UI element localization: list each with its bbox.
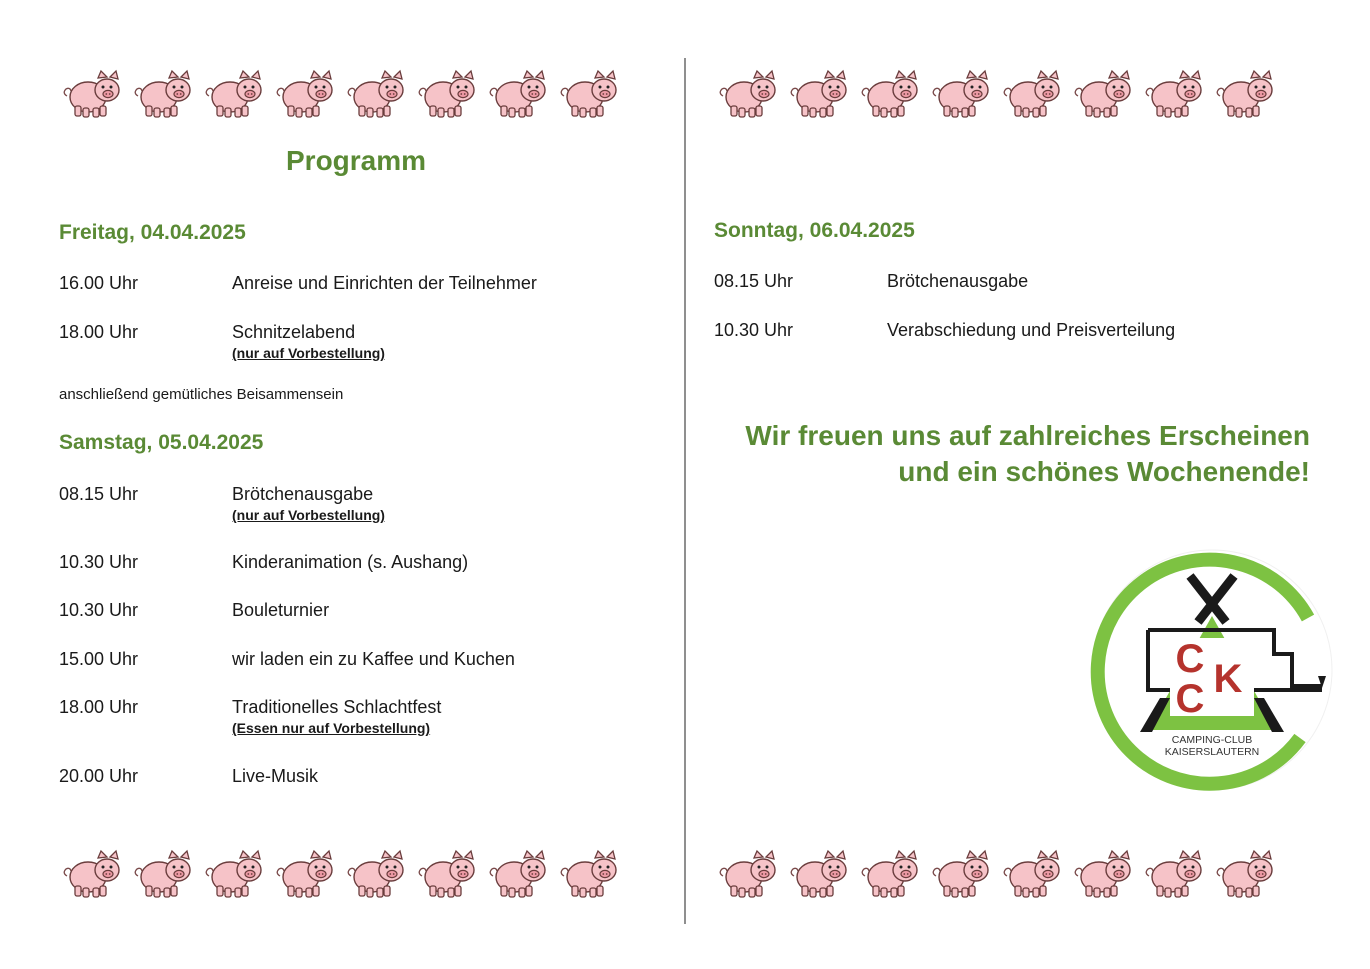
logo-text-line1: CAMPING-CLUB xyxy=(1171,734,1253,746)
entry-description: Verabschiedung und Preisverteilung xyxy=(887,320,1176,340)
pig-icon xyxy=(789,68,849,120)
pig-icon xyxy=(559,848,619,900)
pig-icon xyxy=(718,848,778,900)
pig-icon xyxy=(718,68,778,120)
pig-icon xyxy=(275,848,335,900)
pig-icon xyxy=(1215,848,1275,900)
entry-description: Brötchenausgabe xyxy=(887,271,1029,291)
entry-description: Anreise und Einrichten der Teilnehmer xyxy=(232,273,537,293)
day-heading-friday: Freitag, 04.04.2025 xyxy=(59,221,246,244)
page-divider xyxy=(684,58,686,924)
entry-description: Bouleturnier xyxy=(232,600,330,620)
entry-note: (nur auf Vorbestellung) xyxy=(232,507,385,523)
entry-time: 08.15 Uhr xyxy=(714,271,794,291)
pig-icon xyxy=(488,848,548,900)
entry-time: 15.00 Uhr xyxy=(59,649,139,669)
pig-icon xyxy=(931,848,991,900)
pig-icon xyxy=(860,848,920,900)
pig-icon xyxy=(417,848,477,900)
entry-note: (Essen nur auf Vorbestellung) xyxy=(232,720,431,736)
entry-description: Schnitzelabend xyxy=(232,322,356,342)
entry-note: (nur auf Vorbestellung) xyxy=(232,345,385,361)
pig-icon xyxy=(346,848,406,900)
pig-icon xyxy=(1215,68,1275,120)
closing-message xyxy=(745,418,1310,490)
pig-icon xyxy=(1002,848,1062,900)
logo-letter-k: K xyxy=(1213,657,1243,701)
page-title: Programm xyxy=(286,145,427,176)
entry-time: 20.00 Uhr xyxy=(59,766,139,786)
entry-time: 10.30 Uhr xyxy=(59,600,139,620)
entry-time: 16.00 Uhr xyxy=(59,273,139,293)
entry-time: 10.30 Uhr xyxy=(59,552,139,572)
logo-text-line2: KAISERSLAUTERN xyxy=(1164,746,1260,758)
logo-letter-c2: C xyxy=(1175,677,1205,721)
entry-time: 18.00 Uhr xyxy=(59,697,139,717)
pig-icon xyxy=(488,68,548,120)
entry-description: Traditionelles Schlachtfest xyxy=(232,697,442,717)
day-heading-sunday: Sonntag, 06.04.2025 xyxy=(714,219,915,242)
pig-icon xyxy=(789,848,849,900)
pig-icon xyxy=(275,68,335,120)
pig-border-right-bottom xyxy=(718,848,1275,900)
pig-icon xyxy=(1073,68,1133,120)
entry-time: 08.15 Uhr xyxy=(59,484,139,504)
pig-icon xyxy=(1073,848,1133,900)
pig-border-left-top xyxy=(62,68,619,120)
pig-icon xyxy=(62,68,122,120)
pig-border-right-top xyxy=(718,68,1275,120)
closing-line-2: und ein schönes Wochenende! xyxy=(898,456,1310,487)
pig-icon xyxy=(133,68,193,120)
pig-icon xyxy=(931,68,991,120)
pig-icon xyxy=(204,68,264,120)
entry-time: 10.30 Uhr xyxy=(714,320,794,340)
closing-line-1: Wir freuen uns auf zahlreiches Erscheinen xyxy=(745,420,1310,451)
pig-icon xyxy=(417,68,477,120)
pig-icon xyxy=(346,68,406,120)
entry-description: wir laden ein zu Kaffee und Kuchen xyxy=(232,649,515,669)
club-logo xyxy=(1086,548,1338,792)
pig-border-left-bottom xyxy=(62,848,619,900)
pig-icon xyxy=(559,68,619,120)
entry-description: Brötchenausgabe xyxy=(232,484,374,504)
entry-description: Live-Musik xyxy=(232,766,319,786)
pig-icon xyxy=(62,848,122,900)
day-heading-saturday: Samstag, 05.04.2025 xyxy=(59,431,264,454)
entry-description: Kinderanimation (s. Aushang) xyxy=(232,552,469,572)
pig-icon xyxy=(860,68,920,120)
pig-icon xyxy=(1002,68,1062,120)
friday-after-note: anschließend gemütliches Beisammensein xyxy=(59,386,344,403)
entry-time: 18.00 Uhr xyxy=(59,322,139,342)
logo-letter-c1: C xyxy=(1175,637,1205,681)
pig-icon xyxy=(204,848,264,900)
pig-icon xyxy=(133,848,193,900)
pig-icon xyxy=(1144,848,1204,900)
pig-icon xyxy=(1144,68,1204,120)
